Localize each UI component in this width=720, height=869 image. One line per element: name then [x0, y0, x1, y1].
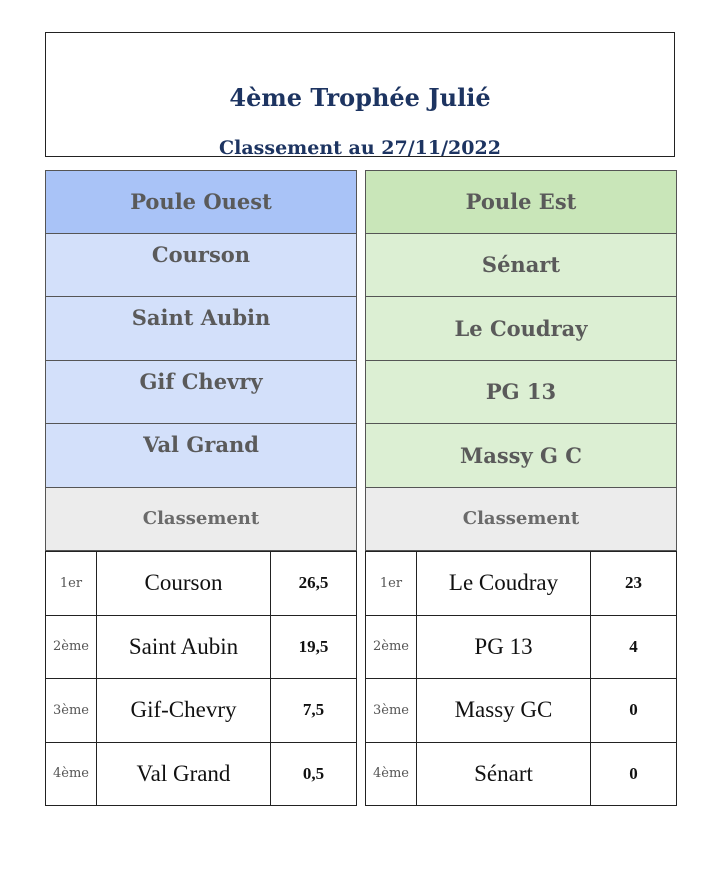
ranking-row: [45, 679, 357, 743]
rank-position: 1er: [46, 552, 97, 615]
poule-ouest-team: Saint Aubin: [45, 297, 357, 361]
ranking-row: [45, 552, 357, 616]
rank-position: 2ème: [46, 616, 97, 679]
rank-team: Val Grand: [97, 743, 271, 806]
rank-score: 26,5: [298, 573, 329, 593]
poule-est-team: Massy G C: [365, 424, 677, 488]
rank-position: 3ème: [46, 679, 97, 742]
rank-team: Saint Aubin: [97, 616, 271, 679]
rank-team: Massy GC: [417, 679, 591, 742]
ranking-row: [365, 679, 677, 743]
poule-est-ranking-table: [365, 551, 677, 806]
rank-score: 7,5: [302, 700, 325, 720]
poule-est-team: Sénart: [365, 234, 677, 298]
poule-est: [365, 170, 677, 806]
rank-position: 4ème: [366, 743, 417, 806]
poule-ouest-team: Gif Chevry: [45, 361, 357, 425]
ranking-row: [365, 552, 677, 616]
ranking-row: [365, 743, 677, 807]
page-subtitle: Classement au 27/11/2022: [219, 137, 501, 159]
rank-score: 4: [629, 636, 638, 656]
ranking-row: [365, 616, 677, 680]
rank-score: 0,5: [302, 763, 325, 783]
rank-score: 0: [629, 700, 638, 720]
rank-score: 19,5: [298, 636, 329, 656]
rank-score: 23: [625, 573, 642, 593]
poule-est-team: Le Coudray: [365, 297, 677, 361]
header-box: [45, 32, 675, 157]
rank-team: Le Coudray: [417, 552, 591, 615]
poule-ouest-team: Val Grand: [45, 424, 357, 488]
poule-est-title: Poule Est: [365, 170, 677, 234]
poule-ouest: [45, 170, 357, 806]
rank-position: 4ème: [46, 743, 97, 806]
rank-team: PG 13: [417, 616, 591, 679]
poule-ouest-title: Poule Ouest: [45, 170, 357, 234]
poule-ouest-ranking-table: [45, 551, 357, 806]
rank-team: Gif-Chevry: [97, 679, 271, 742]
poule-ouest-team: Courson: [45, 234, 357, 298]
ranking-row: [45, 743, 357, 807]
rank-team: Courson: [97, 552, 271, 615]
rank-position: 2ème: [366, 616, 417, 679]
poule-est-team: PG 13: [365, 361, 677, 425]
page-title: 4ème Trophée Julié: [229, 83, 491, 112]
poule-est-ranking-title: Classement: [365, 488, 677, 552]
rank-position: 3ème: [366, 679, 417, 742]
rank-score: 0: [629, 763, 638, 783]
ranking-row: [45, 616, 357, 680]
rank-position: 1er: [366, 552, 417, 615]
poule-ouest-ranking-title: Classement: [45, 488, 357, 552]
rank-team: Sénart: [417, 743, 591, 806]
